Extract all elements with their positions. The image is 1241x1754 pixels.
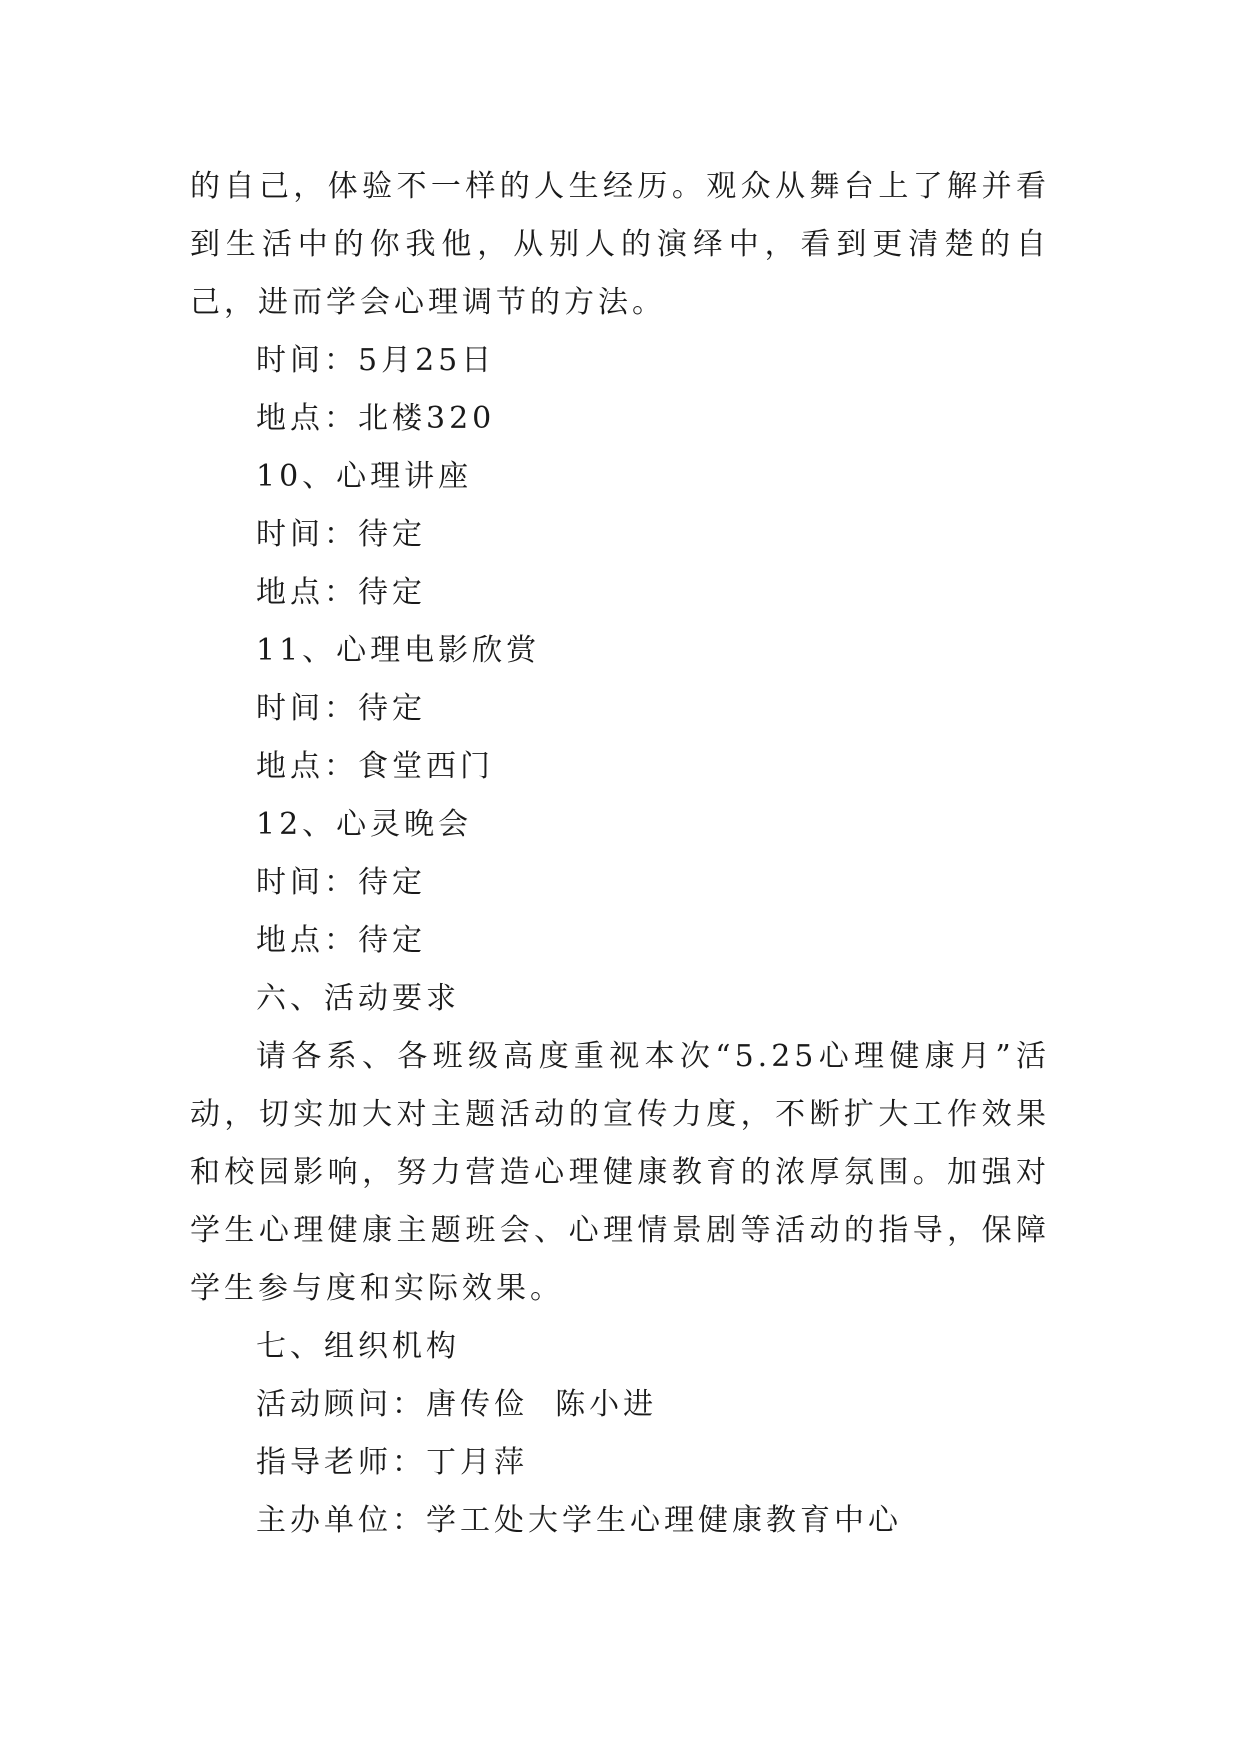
- item11-place: 地点：食堂西门: [256, 749, 494, 784]
- organizer-line: 主办单位：学工处大学生心理健康教育中心: [256, 1503, 902, 1538]
- document-body: [190, 158, 1050, 1550]
- section7-heading: 七、组织机构: [256, 1329, 460, 1364]
- intro-paragraph: 的自己，体验不一样的人生经历。观众从舞台上了解并看到生活中的你我他，从别人的演绎中，看到更清楚的自己，进而学会心理调节的方法。: [190, 169, 1050, 320]
- section6-heading: 六、活动要求: [256, 981, 460, 1016]
- item10-title: 10、心理讲座: [256, 459, 473, 494]
- item12-place: 地点：待定: [256, 923, 426, 958]
- item11-title: 11、心理电影欣赏: [256, 633, 541, 668]
- item12-title: 12、心灵晚会: [256, 807, 473, 842]
- item11-time: 时间：待定: [256, 691, 426, 726]
- item9-place: 地点：北楼320: [256, 401, 496, 436]
- item9-time: 时间：5月25日: [256, 343, 496, 378]
- item12-time: 时间：待定: [256, 865, 426, 900]
- item10-time: 时间：待定: [256, 517, 426, 552]
- section6-paragraph: 请各系、各班级高度重视本次“5.25心理健康月”活动，切实加大对主题活动的宣传力度，不断扩大工作效果和校园影响，努力营造心理健康教育的浓厚氛围。加强对学生心理健康主题班会、心理情景剧等活动的指导，保障学生参与度和实际效果。: [190, 1039, 1050, 1306]
- advisors-line: 活动顾问：唐传俭 陈小进: [256, 1387, 658, 1422]
- instructor-line: 指导老师：丁月萍: [256, 1445, 528, 1480]
- item10-place: 地点：待定: [256, 575, 426, 610]
